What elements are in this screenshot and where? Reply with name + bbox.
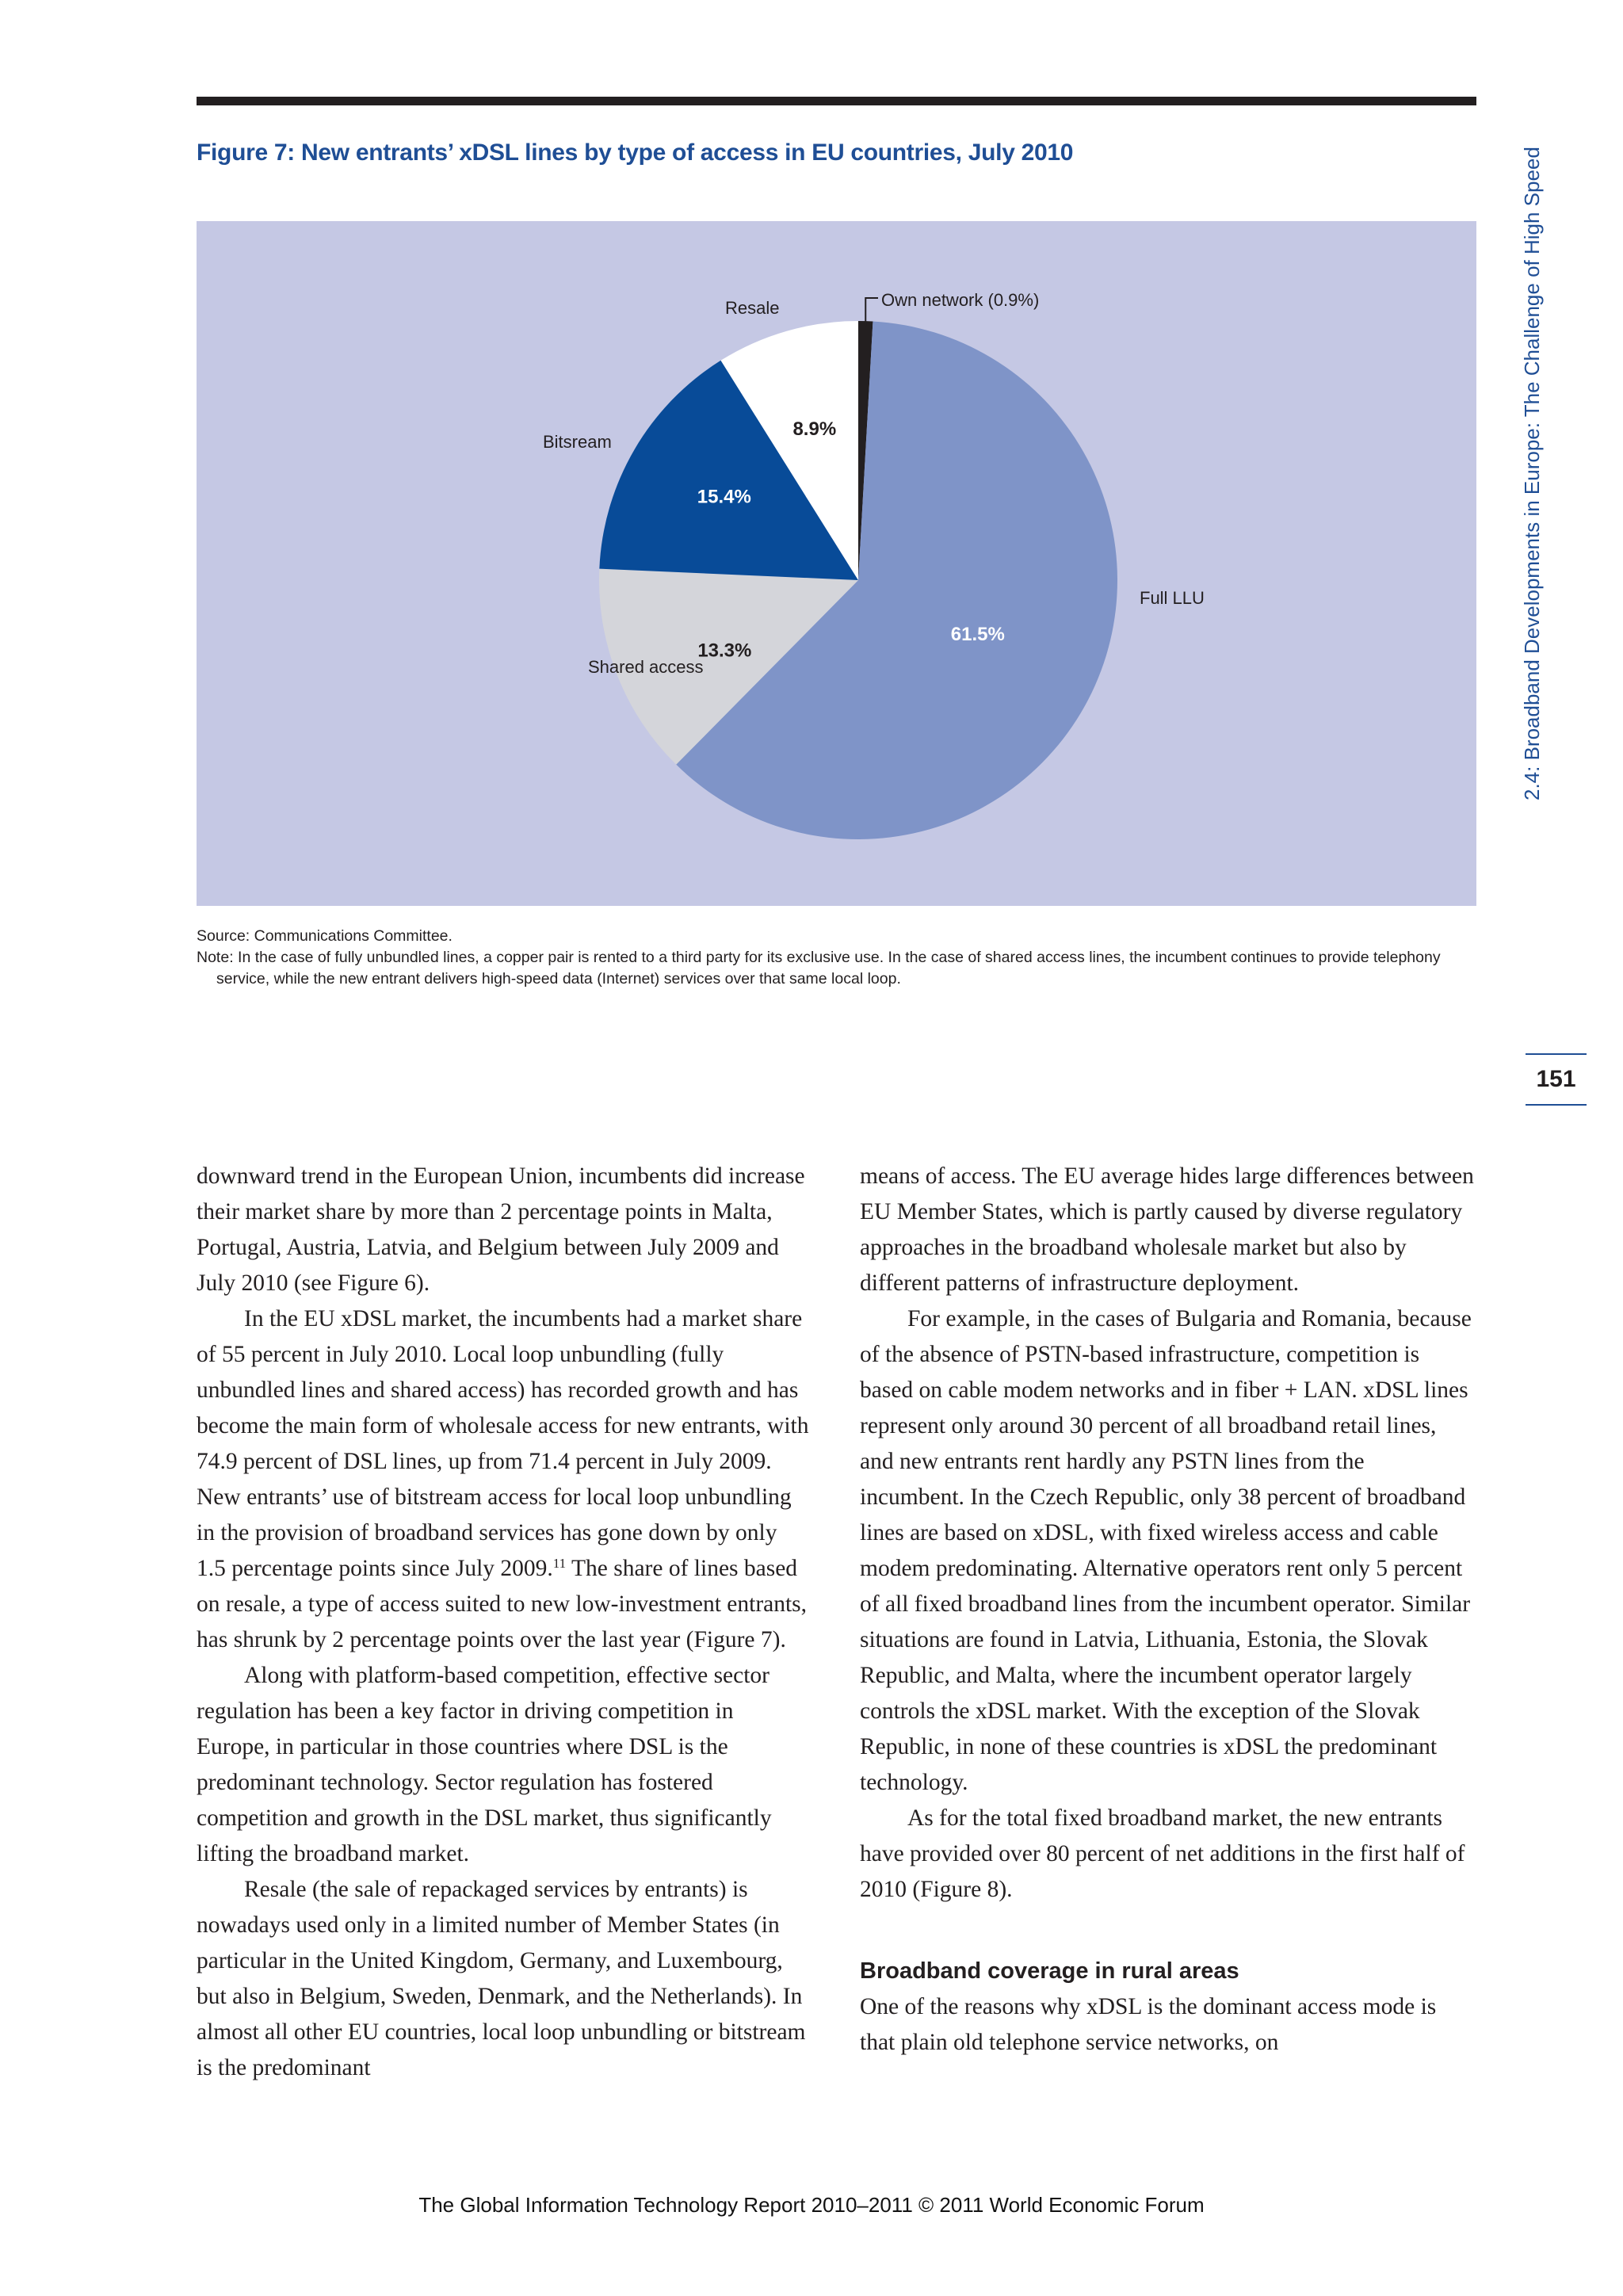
figure-title: Figure 7: New entrants’ xDSL lines by type of access in EU countries, July 2010 <box>197 139 1074 166</box>
note-text: Note: In the case of fully unbundled lines, a copper pair is rented to a third party for its exclusive use. In the case of shared access lines, the incumbent continues to provide telephony service, while the new entrant delivers high-speed data (Internet) services over that same local loop. <box>197 949 1441 988</box>
page-number-rule-bottom <box>1526 1104 1587 1106</box>
value-label: 13.3% <box>697 640 752 662</box>
paragraph: means of access. The EU average hides large differences between EU Member States, which is partly caused by diverse regulatory approaches in the broadband wholesale market but also by different patterns of infrastructure deployment. <box>860 1163 1474 1296</box>
paragraph: One of the reasons why xDSL is the dominant access mode is that plain old telephone service networks, on <box>860 1994 1437 2055</box>
running-head: 2.4: Broadband Developments in Europe: The Challenge of High Speed <box>1520 147 1544 800</box>
category-label: Bitsream <box>543 432 612 452</box>
category-label: Shared access <box>588 657 704 677</box>
page-footer: The Global Information Technology Report 2010–2011 © 2011 World Economic Forum <box>418 2193 1205 2217</box>
paragraph: Along with platform-based competition, effective sector regulation has been a key factor in driving competition in Europe, in particular in those countries where DSL is the predominant technology. Sector regulation has fostered competition and growth in the DSL market, thus significantly lifting the broadband market. <box>197 1663 772 1866</box>
paragraph <box>197 1301 811 1658</box>
source-text: Source: Communications Committee. <box>197 927 453 945</box>
category-label: Resale <box>725 298 780 318</box>
pie-chart <box>197 221 1476 906</box>
page-number-rule-top <box>1526 1053 1587 1055</box>
paragraph: Resale (the sale of repackaged services by entrants) is nowadays used only in a limited number of Member States (in particular in the United Kingdom, Germany, and Luxembourg, but also in Belgium, Sweden, Denmark, and the Netherlands). In almost all other EU countries, local loop unbundling or bitstream is the predominant <box>197 1877 806 2080</box>
category-label: Own network (0.9%) <box>881 290 1040 310</box>
figure-source-notes <box>197 926 1480 990</box>
body-column-left <box>197 1159 811 2086</box>
paragraph: downward trend in the European Union, incumbents did increase their market share by more than 2 percentage points in Malta, Portugal, Austria, Latvia, and Belgium between July 2009 and July 2010 (see Figure 6). <box>197 1163 805 1296</box>
category-label: Full LLU <box>1140 588 1205 608</box>
pie-chart-panel <box>197 221 1476 906</box>
paragraph-text: The share of lines based on resale, a type of access suited to new low-investment entrants, has shrunk by 2 percentage points over the last year (Figure 7). <box>197 1556 808 1652</box>
body-column-right <box>860 1159 1474 2061</box>
value-label: 15.4% <box>697 486 751 508</box>
page-number: 151 <box>1536 1066 1576 1092</box>
value-label: 61.5% <box>950 623 1005 645</box>
paragraph: For example, in the cases of Bulgaria and Romania, because of the absence of PSTN-based infrastructure, competition is based on cable modem networks and in fiber + LAN. xDSL lines represent only around 30 percent of all broadband retail lines, and new entrants rent hardly any PSTN lines from the incumbent. In the Czech Republic, only 38 percent of broadband lines are based on xDSL, with fixed wireless access and cable modem predominating. Alternative operators rent only 5 percent of all fixed broadband lines from the incumbent operator. Similar situations are found in Latvia, Lithuania, Estonia, the Slovak Republic, and Malta, where the incumbent operator largely controls the xDSL market. With the exception of the Slovak Republic, in none of these countries is xDSL the predominant technology. <box>860 1306 1472 1795</box>
footnote-ref: 11 <box>552 1556 567 1571</box>
paragraph: As for the total fixed broadband market, the new entrants have provided over 80 percent of net additions in the first half of 2010 (Figure 8). <box>860 1805 1465 1902</box>
paragraph-text: In the EU xDSL market, the incumbents had a market share of 55 percent in July 2010. Local loop unbundling (fully unbundled lines and shared access) has recorded growth and has become the main form of wholesale access for new entrants, with 74.9 percent of DSL lines, up from 71.4 percent in July 2009. New entrants’ use of bitstream access for local loop unbundling in the provision of broadband services has gone down by only 1.5 percentage points since July 2009. <box>197 1306 809 1581</box>
top-rule <box>197 97 1476 105</box>
section-subheading: Broadband coverage in rural areas <box>860 1958 1239 1984</box>
value-label: 8.9% <box>792 418 837 440</box>
